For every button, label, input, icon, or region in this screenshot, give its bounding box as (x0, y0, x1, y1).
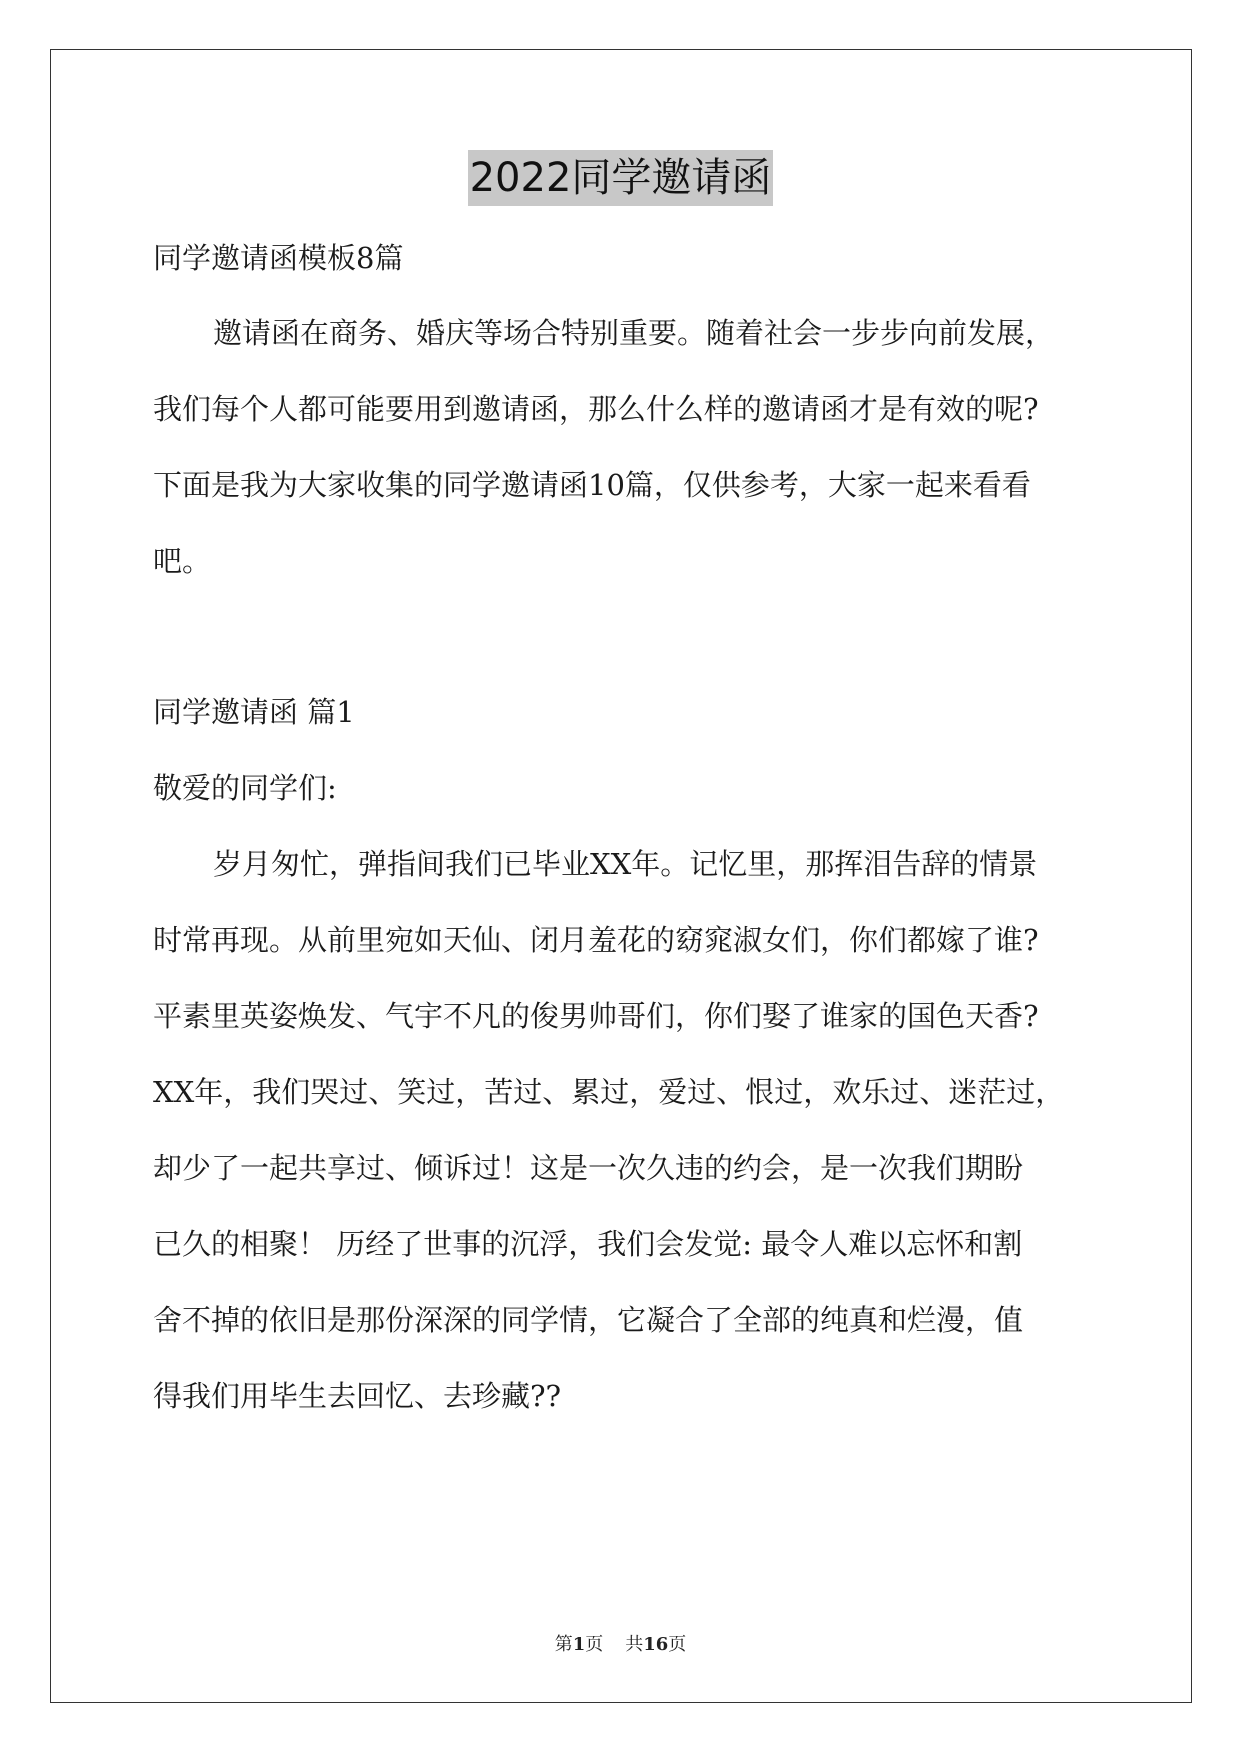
body-line: XX年，我们哭过、笑过，苦过、累过，爱过、恨过，欢乐过、迷茫过， (153, 1075, 1065, 1109)
salutation: 敬爱的同学们: (153, 771, 337, 805)
page-suffix: 页 (585, 1634, 604, 1655)
body-line: 已久的相聚！ 历经了世事的沉浮，我们会发觉: 最令人难以忘怀和割 (153, 1227, 1023, 1261)
page-prefix: 第 (554, 1634, 573, 1655)
page-current: 1 (572, 1634, 586, 1655)
total-suffix: 页 (668, 1634, 687, 1655)
intro-line: 邀请函在商务、婚庆等场合特别重要。随着社会一步步向前发展， (213, 316, 1055, 350)
total-prefix: 共 (625, 1634, 644, 1655)
body-line: 岁月匆忙，弹指间我们已毕业XX年。记忆里，那挥泪告辞的情景 (213, 847, 1038, 881)
body-line: 却少了一起共享过、倾诉过！这是一次久违的约会，是一次我们期盼 (153, 1151, 1024, 1185)
title-container (0, 150, 1241, 206)
section-heading: 同学邀请函 篇1 (153, 695, 355, 729)
intro-line: 我们每个人都可能要用到邀请函，那么什么样的邀请函才是有效的呢? (153, 392, 1039, 426)
page-total: 16 (643, 1634, 669, 1655)
intro-line: 下面是我为大家收集的同学邀请函10篇，仅供参考，大家一起来看看 (153, 468, 1031, 502)
body-line: 舍不掉的依旧是那份深深的同学情，它凝合了全部的纯真和烂漫，值 (153, 1303, 1024, 1337)
document-subtitle: 同学邀请函模板8篇 (153, 241, 404, 275)
body-line: 得我们用毕生去回忆、去珍藏?? (153, 1379, 562, 1413)
intro-line: 吧。 (153, 544, 212, 578)
body-line: 时常再现。从前里宛如天仙、闭月羞花的窈窕淑女们，你们都嫁了谁? (153, 923, 1039, 957)
page-footer (0, 1633, 1241, 1657)
document-title: 2022同学邀请函 (468, 150, 774, 206)
body-line: 平素里英姿焕发、气宇不凡的俊男帅哥们，你们娶了谁家的国色天香? (153, 999, 1039, 1033)
